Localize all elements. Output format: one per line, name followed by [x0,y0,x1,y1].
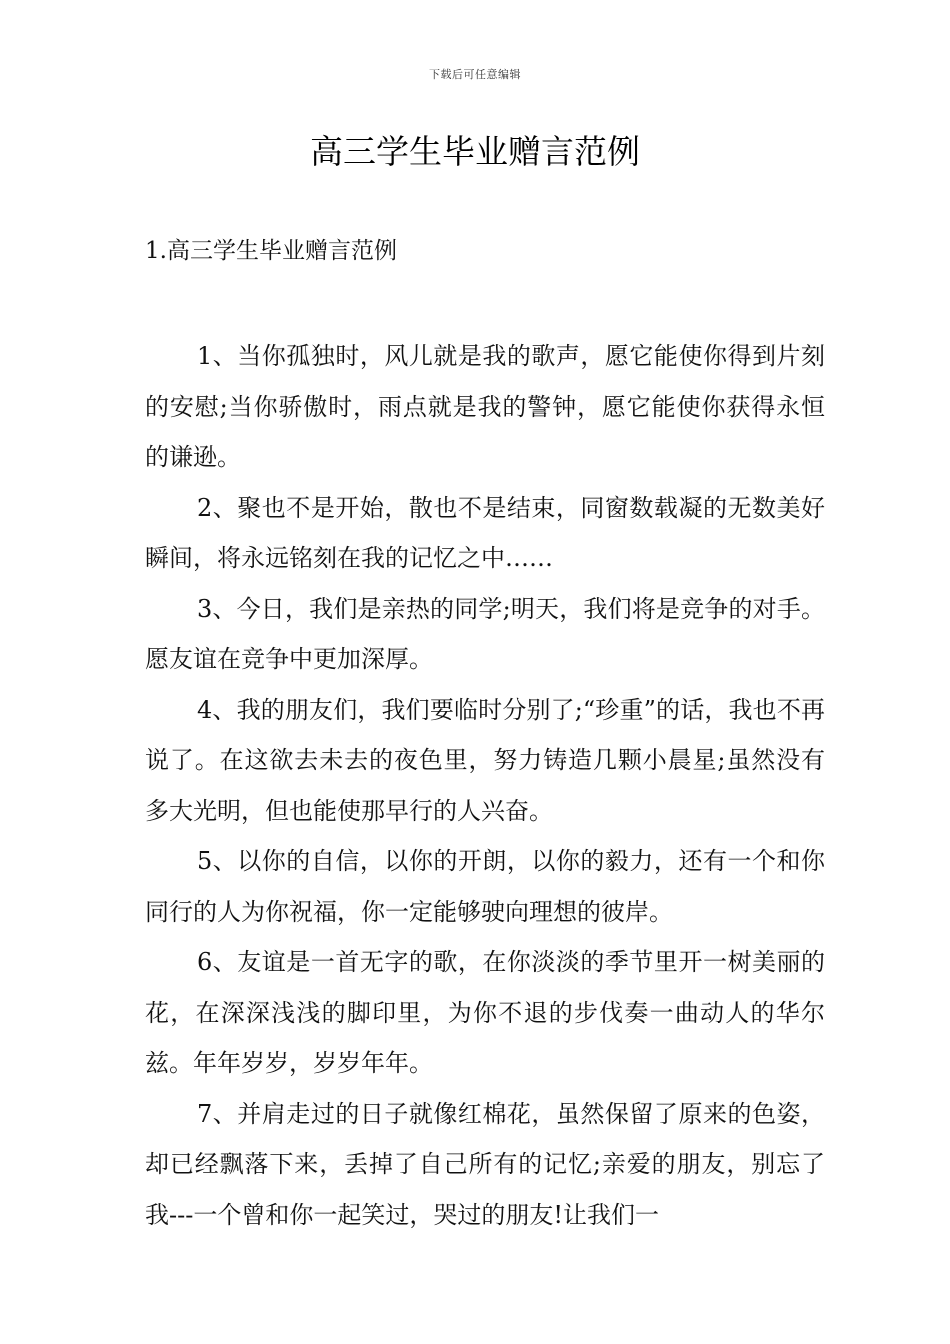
paragraph: 2、聚也不是开始，散也不是结束，同窗数载凝的无数美好瞬间，将永远铭刻在我的记忆之中…… [145,493,825,572]
paragraph: 3、今日，我们是亲热的同学;明天，我们将是竞争的对手。愿友谊在竞争中更加深厚。 [145,594,825,673]
paragraph: 6、友谊是一首无字的歌，在你淡淡的季节里开一树美丽的花，在深深浅浅的脚印里，为你不退的步伐奏一曲动人的华尔兹。年年岁岁，岁岁年年。 [145,948,825,1077]
body-text [145,331,825,1240]
section-heading: 1.高三学生毕业赠言范例 [145,238,397,264]
document-title: 高三学生毕业赠言范例 [310,132,640,171]
paragraph: 7、并肩走过的日子就像红棉花，虽然保留了原来的色姿，却已经飘落下来，丢掉了自己所有的记忆;亲爱的朋友，别忘了我---一个曾和你一起笑过，哭过的朋友!让我们一 [145,1099,825,1229]
paragraph: 5、以你的自信，以你的开朗，以你的毅力，还有一个和你同行的人为你祝福，你一定能够驶向理想的彼岸。 [145,847,825,926]
header-note: 下载后可任意编辑 [429,68,521,81]
paragraph: 1、当你孤独时，风儿就是我的歌声，愿它能使你得到片刻的安慰;当你骄傲时，雨点就是我的警钟，愿它能使你获得永恒的谦逊。 [145,342,825,471]
paragraph: 4、我的朋友们，我们要临时分别了;“珍重”的话，我也不再说了。在这欲去未去的夜色里，努力铸造几颗小晨星;虽然没有多大光明，但也能使那早行的人兴奋。 [145,695,825,825]
